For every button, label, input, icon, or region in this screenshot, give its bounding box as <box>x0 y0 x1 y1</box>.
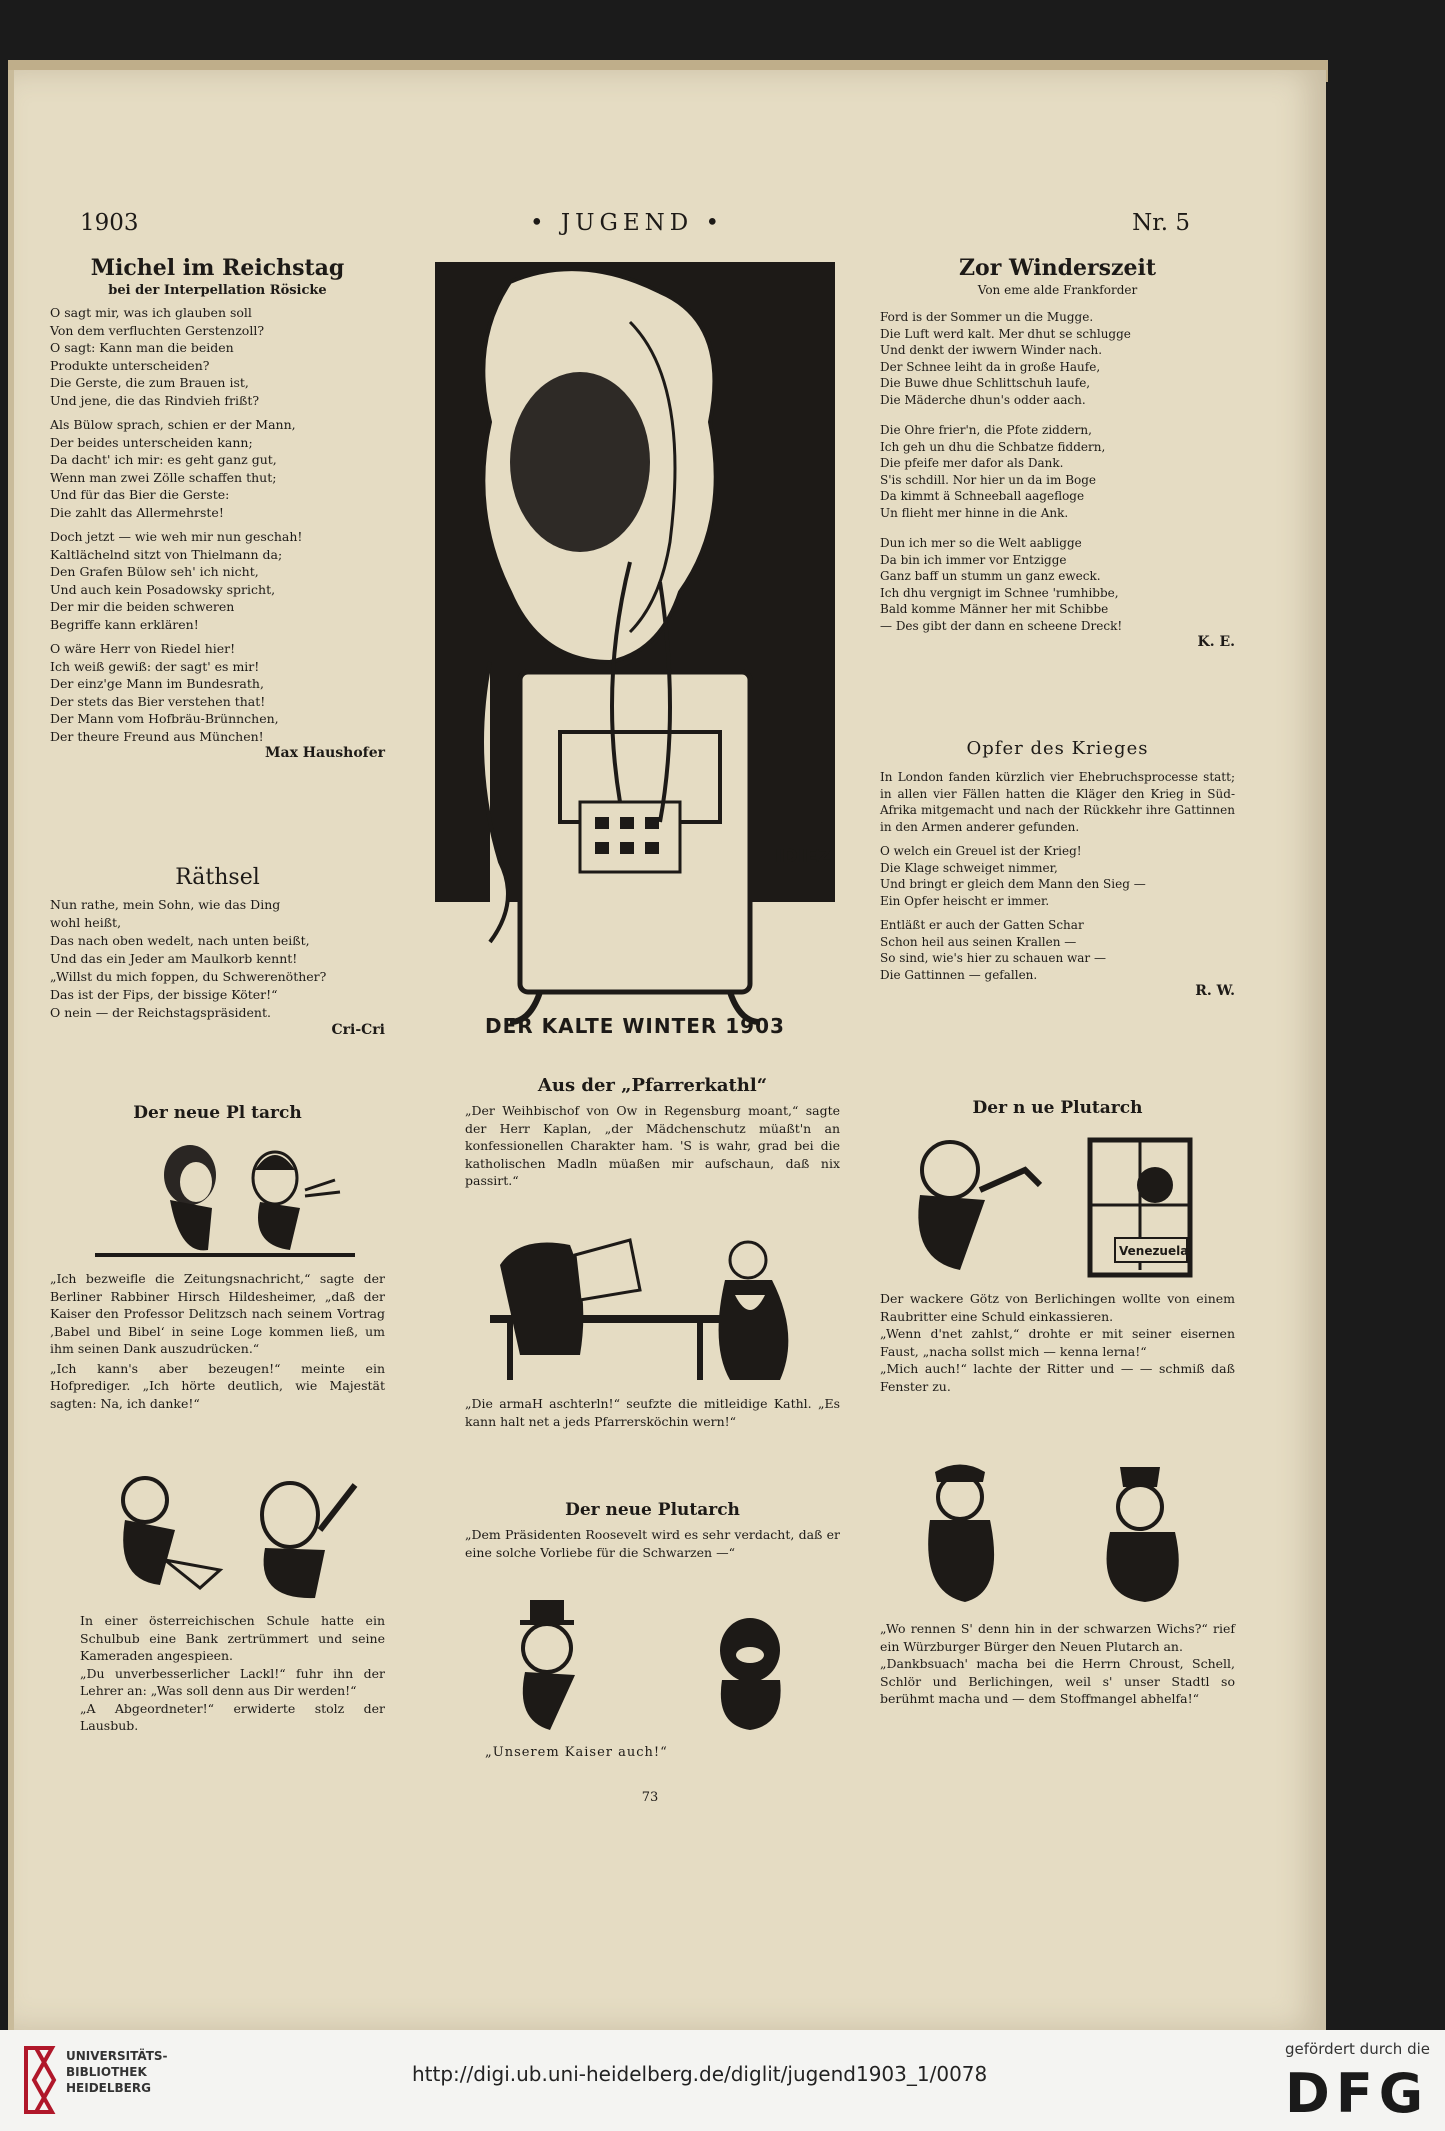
opfer-poem <box>880 738 1235 999</box>
plutarch-left-texts-2 <box>80 1612 385 1735</box>
plutarch-mid-text-2: „Unserem Kaiser auch!“ <box>485 1745 668 1760</box>
raethsel-section <box>50 865 385 1038</box>
illustration-caption: DER KALTE WINTER 1903 <box>485 1014 785 1038</box>
plutarch-left-text-3: In einer österreichischen Schule hatte ein Schulbub eine Bank zertrümmert und seine Kameraden angespieen. <box>80 1613 385 1663</box>
raethsel-title: Räthsel <box>175 865 260 890</box>
cartoon-wuerzburg <box>895 1462 1215 1612</box>
winder-stanza-3: Dun ich mer so die Welt aabligge Da bin ich immer vor Entzigge Ganz baff un stumm un ganz eweck. Ich dhu vergnigt im Schnee 'rumhibbe, Bald komme Männer her mit Schibbe — Des gibt der dann en scheene Dreck! <box>880 536 1123 633</box>
plutarch-right-texts-2 <box>880 1620 1235 1708</box>
pfarrer-section <box>465 1075 840 1190</box>
raethsel-text: Nun rathe, mein Sohn, wie das Ding wohl heißt, Das nach oben wedelt, nach unten beißt, Und das ein Jeder am Maulkorb kennt! „Willst du mich foppen, du Schwerenöther? Das ist der Fips, der bissige Köter!“ O nein — der Reichstagspräsident. <box>50 897 327 1020</box>
header-year: 1903 <box>80 210 139 236</box>
plutarch-left-text-4: „Du unverbesserlicher Lackl!“ fuhr ihn der Lehrer an: „Was soll denn aus Dir werden!“ <box>80 1665 385 1698</box>
plutarch-left-text-2: „Ich kann's aber bezeugen!“ meinte ein Hofprediger. „Ich hörte deutlich, wie Majestät sagten: Na, ich danke!“ <box>50 1360 385 1411</box>
plutarch-right-text-3: „Mich auch!“ lachte der Ritter und — — schmiß daß Fenster zu. <box>880 1361 1235 1394</box>
cartoon-schoolboy <box>90 1470 370 1605</box>
illustration-cold-winter <box>430 262 860 1042</box>
library-name: UNIVERSITÄTS- BIBLIOTHEK HEIDELBERG <box>66 2049 168 2095</box>
michel-subtitle: bei der Interpellation Rösicke <box>108 283 327 298</box>
michel-stanza-3: Doch jetzt — wie weh mir nun geschah! Kaltlächelnd sitzt von Thielmann da; Den Grafen Bülow seh' ich nicht, Und auch kein Posadowsky spricht, Der mir die beiden schweren Begriffe kann erklären! <box>50 529 303 632</box>
cartoon-priest-cook <box>480 1235 820 1385</box>
venezuela-sign: Venezuela <box>1119 1244 1189 1258</box>
plutarch-right <box>880 1098 1235 1118</box>
pfarrer-text-2-box <box>465 1395 840 1430</box>
funded-by-label: gefördert durch die <box>1285 2040 1430 2058</box>
page-header <box>80 210 1190 240</box>
plutarch-left <box>50 1103 385 1123</box>
winder-subtitle: Von eme alde Frankforder <box>977 283 1138 297</box>
header-issue: Nr. 5 <box>1132 210 1190 236</box>
opfer-title: Opfer des Krieges <box>966 738 1149 759</box>
page-number: 73 <box>641 1790 659 1805</box>
plutarch-mid <box>465 1500 840 1561</box>
plutarch-right-title: Der n ue Plutarch <box>972 1098 1143 1118</box>
pfarrer-title: Aus der „Pfarrerkathl“ <box>537 1075 768 1096</box>
source-url-link[interactable]: http://digi.ub.uni-heidelberg.de/diglit/jugend1903_1/0078 <box>412 2062 988 2086</box>
university-logo-icon <box>22 2044 58 2116</box>
michel-title: Michel im Reichstag <box>90 255 345 281</box>
pfarrer-text-2: „Die armaH aschterln!“ seufzte die mitleidige Kathl. „Es kann halt net a jeds Pfarrersköchin wern!“ <box>465 1396 840 1429</box>
opfer-intro: In London fanden kürzlich vier Ehebruchsprocesse statt; in allen vier Fällen hatten die Kläger den Krieg in Süd-Afrika mitgemacht und nach der Rückkehr ihre Gattinnen in den Armen anderer gefunden. <box>880 770 1235 834</box>
opfer-author: R. W. <box>1195 983 1235 999</box>
cartoon-goetz-venezuela <box>890 1130 1210 1280</box>
plutarch-right-text-1: Der wackere Götz von Berlichingen wollte von einem Raubritter eine Schuld einkassieren. <box>880 1291 1235 1324</box>
winder-stanza-2: Die Ohre frier'n, die Pfote ziddern, Ich geh un dhu die Schbatze fiddern, Die pfeife mer dafor als Dank. S'is schdill. Nor hier un da im Boge Da kimmt ä Schneeball aagefloge Un flieht mer hinne in die Ank. <box>880 423 1106 520</box>
cartoon-roosevelt <box>500 1600 800 1740</box>
plutarch-left-texts <box>50 1270 385 1412</box>
dfg-logo: DFG <box>1285 2062 1430 2125</box>
plutarch-right-text-2: „Wenn d'net zahlst,“ drohte er mit seiner eisernen Faust, „nacha sollst mich — kenna lerna!“ <box>880 1326 1235 1359</box>
pfarrer-text-1: „Der Weihbischof von Ow in Regensburg moant,“ sagte der Herr Kaplan, „der Mädchenschutz müaßt'n an konfessionellen Charakter ham. 'S is wahr, grad bei die katholischen Madln müaßen mir aufschaun, daß nix passirt.“ <box>465 1103 840 1188</box>
opfer-stanza-2: Entläßt er auch der Gatten Schar Schon heil aus seinen Krallen — So sind, wie's hier zu schauen war — Die Gattinnen — gefallen. <box>880 918 1106 982</box>
winder-poem <box>880 255 1235 650</box>
michel-stanza-1: O sagt mir, was ich glauben soll Von dem verfluchten Gerstenzoll? O sagt: Kann man die beiden Produkte unterscheiden? Die Gerste, die zum Brauen ist, Und jene, die das Rindvieh frißt? <box>50 305 265 408</box>
plutarch-right-text-4: „Wo rennen S' denn hin in der schwarzen Wichs?“ rief ein Würzburger Bürger den Neuen Plutarch an. <box>880 1621 1235 1654</box>
michel-poem <box>50 255 385 761</box>
digitization-footer <box>0 2030 1445 2131</box>
cartoon-rabbi-preacher <box>90 1130 360 1265</box>
plutarch-mid-title: Der neue Plutarch <box>565 1500 740 1520</box>
plutarch-left-text-5: „A Abgeordneter!“ erwiderte stolz der Lausbub. <box>80 1700 385 1733</box>
plutarch-right-texts <box>880 1290 1235 1395</box>
plutarch-mid-text-2-box <box>485 1745 785 1760</box>
plutarch-right-text-5: „Dankbsuach' macha bei die Herrn Chroust, Schell, Schlör und Berlichingen, weil s' unser Stadtl so berühmt macha und — dem Stoffmangel abhelfa!“ <box>880 1656 1235 1706</box>
winder-stanza-1: Ford is der Sommer un die Mugge. Die Luft werd kalt. Mer dhut se schlugge Und denkt der iwwern Winder nach. Der Schnee leiht da in große Haufe, Die Buwe dhue Schlittschuh laufe, Die Mäderche dhun's odder aach. <box>880 310 1131 407</box>
plutarch-left-text-1: „Ich bezweifle die Zeitungsnachricht,“ sagte der Berliner Rabbiner Hirsch Hildesheimer, „daß der Kaiser den Professor Delitzsch nach seinem Vortrag ‚Babel und Bibel‘ in seine Loge kommen ließ, um ihm seinen Dank auszudrücken.“ <box>50 1271 385 1356</box>
michel-stanza-2: Als Bülow sprach, schien er der Mann, Der beides unterscheiden kann; Da dacht' ich mir: es geht ganz gut, Wenn man zwei Zölle schaffen thut; Und für das Bier die Gerste: Die zahlt das Allermehrste! <box>50 417 296 520</box>
plutarch-mid-text-1: „Dem Präsidenten Roosevelt wird es sehr verdacht, daß er eine solche Vorliebe für die Schwarzen —“ <box>465 1527 840 1560</box>
michel-author: Max Haushofer <box>265 745 385 761</box>
illustration-signature: IDIEZ <box>775 845 832 867</box>
winder-title: Zor Winderszeit <box>958 255 1157 281</box>
plutarch-left-title: Der neue Pl tarch <box>133 1103 302 1123</box>
winder-author: K. E. <box>1197 634 1235 650</box>
raethsel-author: Cri-Cri <box>331 1022 385 1038</box>
opfer-stanza-1: O welch ein Greuel ist der Krieg! Die Klage schweiget nimmer, Und bringt er gleich dem Mann den Sieg — Ein Opfer heischt er immer. <box>880 844 1146 908</box>
michel-stanza-4: O wäre Herr von Riedel hier! Ich weiß gewiß: der sagt' es mir! Der einz'ge Mann im Bundesrath, Der stets das Bier verstehen that! Der Mann vom Hofbräu-Brünnchen, Der theure Freund aus München! <box>50 641 279 744</box>
header-title: • JUGEND • <box>530 210 725 236</box>
